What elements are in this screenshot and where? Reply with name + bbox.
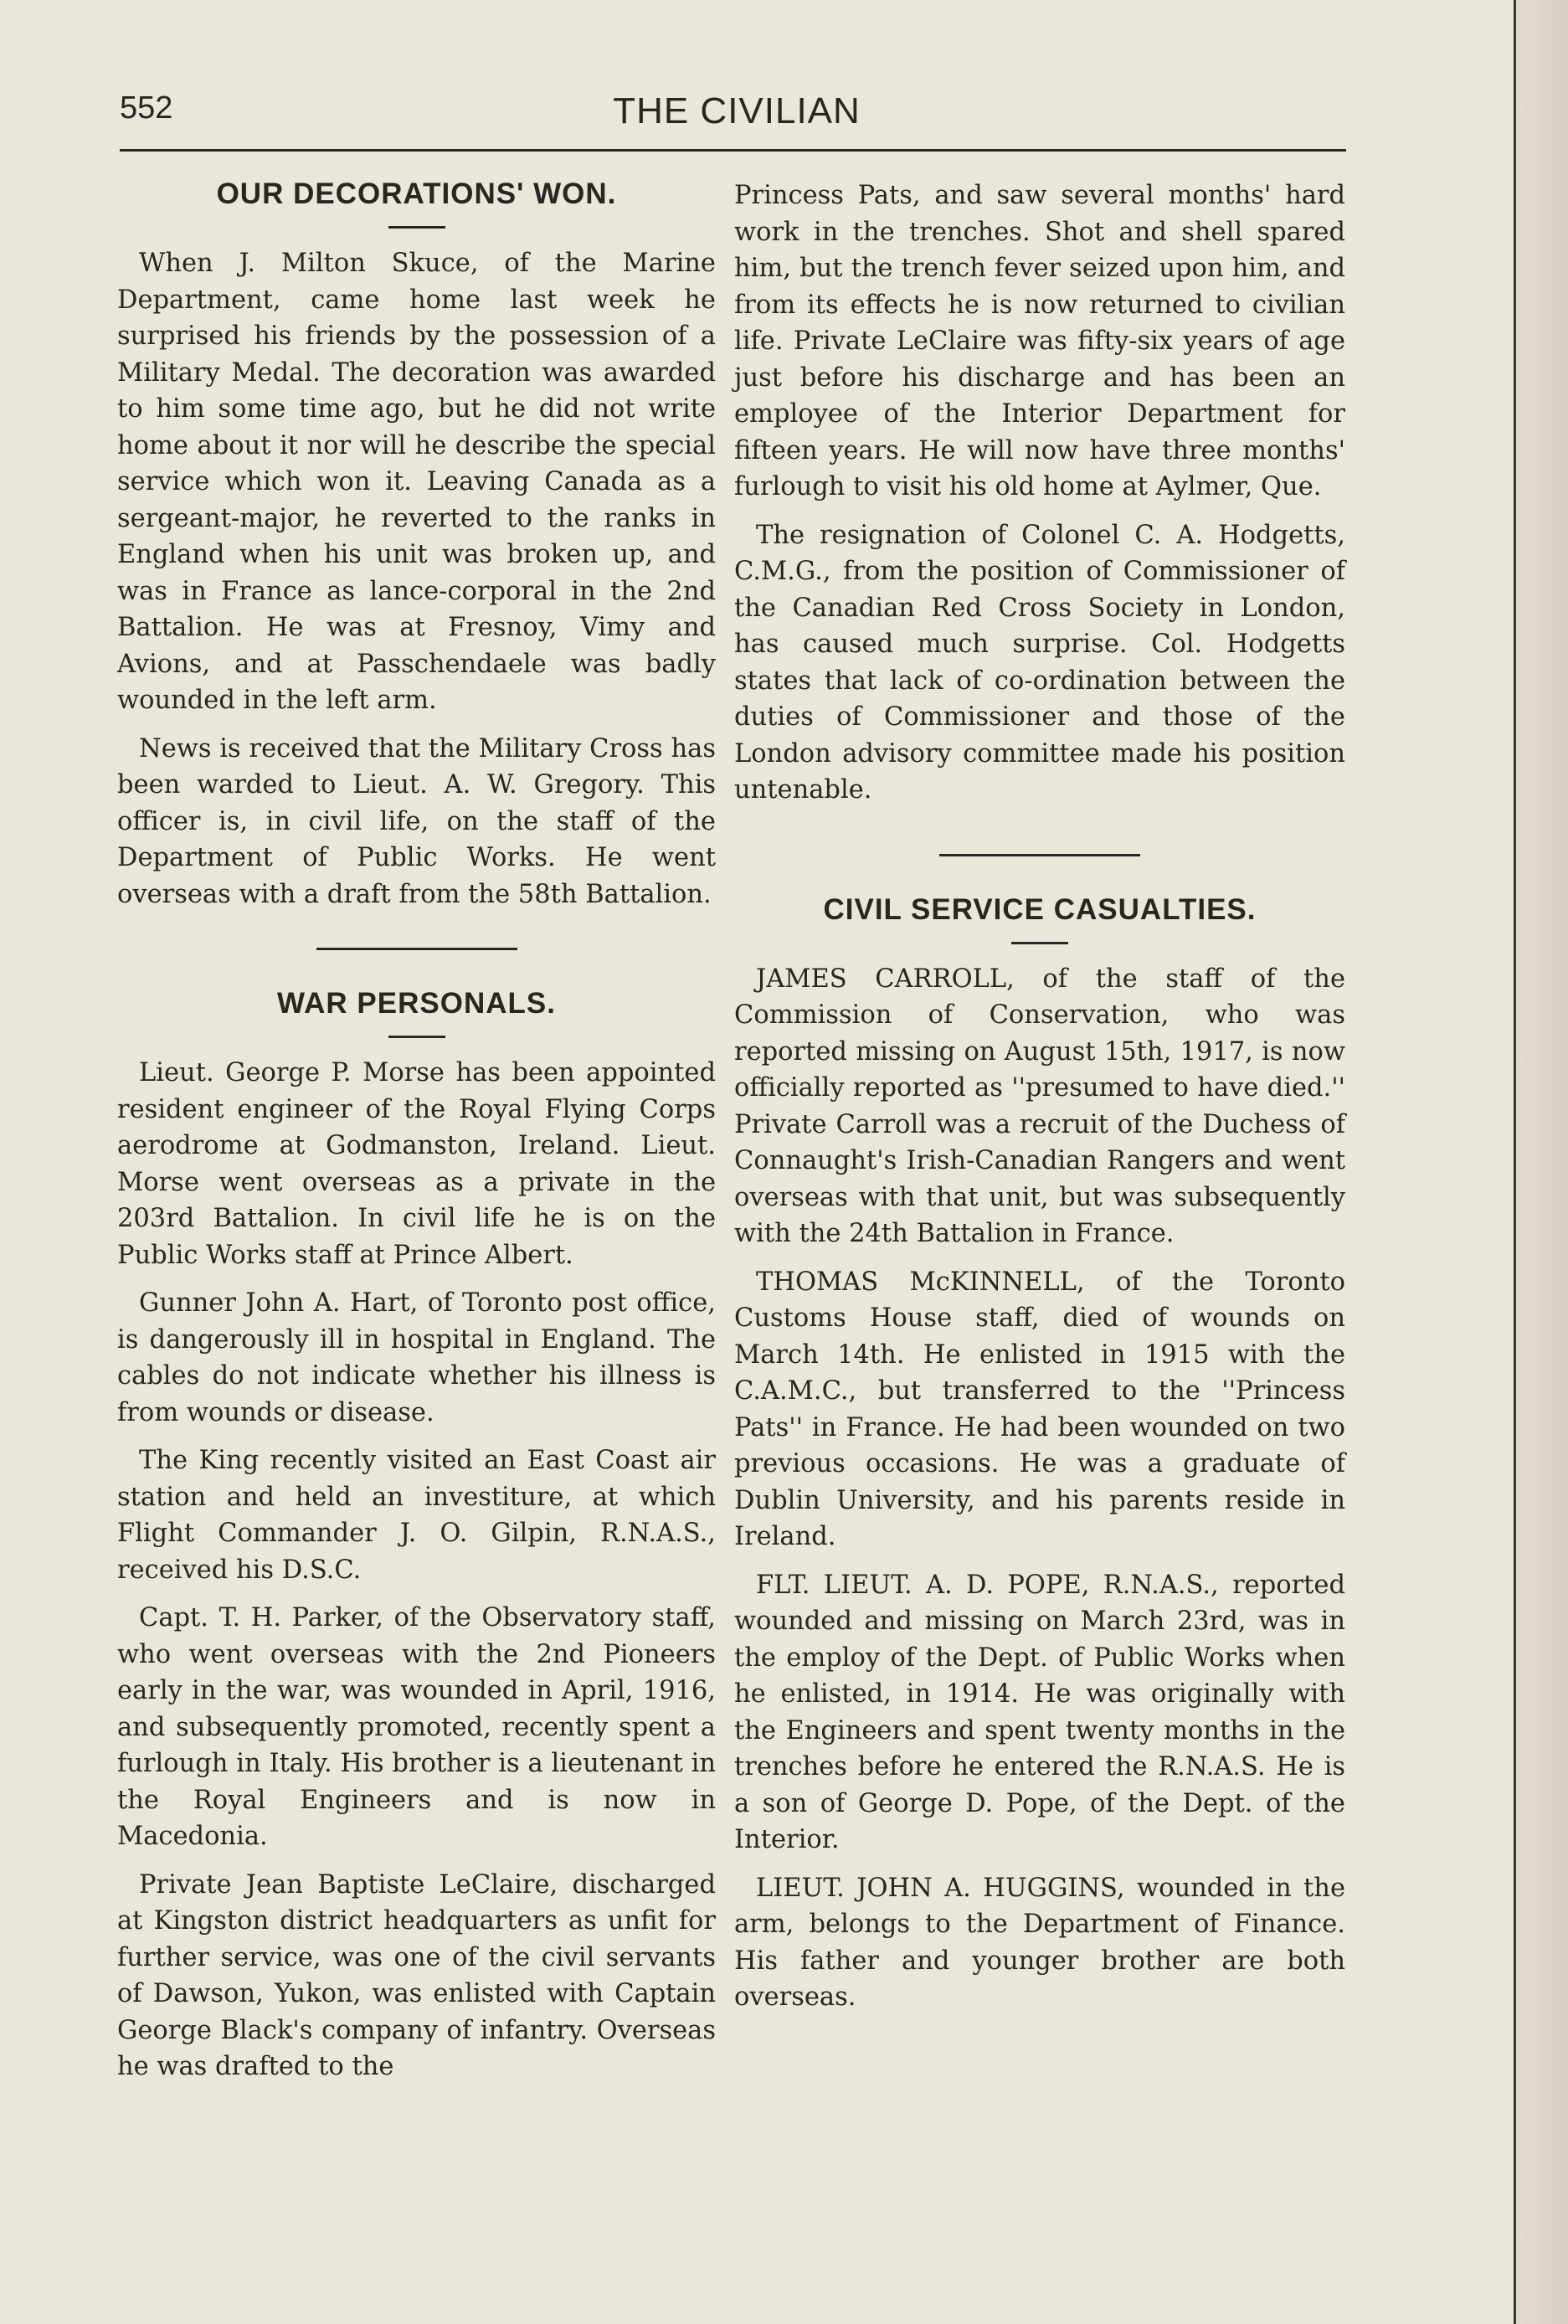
- divider: [388, 226, 445, 229]
- page-edge: [1514, 0, 1568, 2324]
- header-rule: [120, 149, 1346, 152]
- section-heading: WAR PERSONALS.: [277, 987, 556, 1020]
- paragraph: THOMAS McKINNELL, of the Toronto Customs House staff, died of wounds on March 14th. He enlisted in 1915 with the C.A.M.C., but transferred to the ''Princess Pats'' in France. He had been wounded on two previous occasions. He was a graduate of Dublin University, and his parents reside in Ireland.: [734, 1267, 1345, 1551]
- section-heading: CIVIL SERVICE CASUALTIES.: [823, 892, 1257, 926]
- paragraph: Private Jean Baptiste LeClaire, discharged at Kingston district headquarters as unfit for further service, was one of the civil servants of Dawson, Yukon, was enlisted with Captain George Black's company of infantry. Overseas he was drafted to the: [117, 1869, 716, 2081]
- paragraph: Capt. T. H. Parker, of the Observatory staff, who went overseas with the 2nd Pioneers early in the war, was wounded in April, 1916, and subsequently promoted, recently spent a furlough in Italy. His brother is a lieutenant in the Royal Engineers and is now in Macedonia.: [117, 1603, 716, 1851]
- page-number: 552: [120, 90, 173, 126]
- paragraph: JAMES CARROLL, of the staff of the Commission of Conservation, who was reported missing on August 15th, 1917, is now officially reported as ''presumed to have died.'' Private Carroll was a recruit of the Duchess of Connaught's Irish-Canadian Rangers and went overseas with that unit, but was subsequently with the 24th Battalion in France.: [734, 964, 1345, 1248]
- paragraph: News is received that the Military Cross has been warded to Lieut. A. W. Gregory. This officer is, in civil life, on the staff of the Department of Public Works. He went overseas with a draft from the 58th Battalion.: [117, 733, 716, 909]
- right-column: [734, 167, 1345, 2028]
- section-war-personals: [117, 987, 716, 2085]
- paragraph: LIEUT. JOHN A. HUGGINS, wounded in the arm, belongs to the Department of Finance. His father and younger brother are both overseas.: [734, 1873, 1345, 2012]
- section-casualties: [734, 893, 1345, 2016]
- paragraph: Lieut. George P. Morse has been appointed resident engineer of the Royal Flying Corps aerodrome at Godmanston, Ireland. Lieut. Morse went overseas as a private in the 203rd Battalion. In civil life he is on the Public Works staff at Prince Albert.: [117, 1058, 716, 1270]
- paragraph: When J. Milton Skuce, of the Marine Department, came home last week he surprised his friends by the possession of a Military Medal. The decoration was awarded to him some time ago, but he did not write home about it nor will he describe the special service which won it. Leaving Canada as a sergeant-major, he reverted to the ranks in England when his unit was broken up, and was in France as lance-corporal in the 2nd Battalion. He was at Fresnoy, Vimy and Avions, and at Passchendaele was badly wounded in the left arm.: [117, 249, 716, 715]
- divider: [388, 1036, 445, 1038]
- paragraph: FLT. LIEUT. A. D. POPE, R.N.A.S., reported wounded and missing on March 23rd, was in the employ of the Dept. of Public Works when he enlisted, in 1914. He was originally with the Engineers and spent twenty months in the trenches before he entered the R.N.A.S. He is a son of George D. Pope, of the Dept. of the Interior.: [734, 1570, 1345, 1854]
- running-title: THE CIVILIAN: [613, 90, 861, 131]
- divider: [1011, 942, 1068, 944]
- paragraph-continued: Princess Pats, and saw several months' hard work in the trenches. Shot and shell spared him, but the trench fever seized upon him, and from its effects he is now returned to civilian life. Private LeClaire was fifty-six years of age just before his discharge and has been an employee of the Interior Department for fifteen years. He will now have three months' furlough to visit his old home at Aylmer, Que.: [734, 181, 1345, 501]
- section-decorations: [117, 177, 716, 913]
- left-column: [117, 167, 716, 2097]
- section-heading: OUR DECORATIONS' WON.: [216, 177, 617, 210]
- paragraph: The resignation of Colonel C. A. Hodgetts, C.M.G., from the position of Commissioner of the Canadian Red Cross Society in London, has caused much surprise. Col. Hodgetts states that lack of co-ordination between the duties of Commissioner and those of the London advisory committee made his position untenable.: [734, 520, 1345, 805]
- paragraph: Gunner John A. Hart, of Toronto post office, is dangerously ill in hospital in England. The cables do not indicate whether his illness is from wounds or disease.: [117, 1288, 716, 1427]
- paragraph: The King recently visited an East Coast air station and held an investiture, at which Flight Commander J. O. Gilpin, R.N.A.S., received his D.S.C.: [117, 1446, 716, 1585]
- binding-line: [1514, 0, 1516, 2324]
